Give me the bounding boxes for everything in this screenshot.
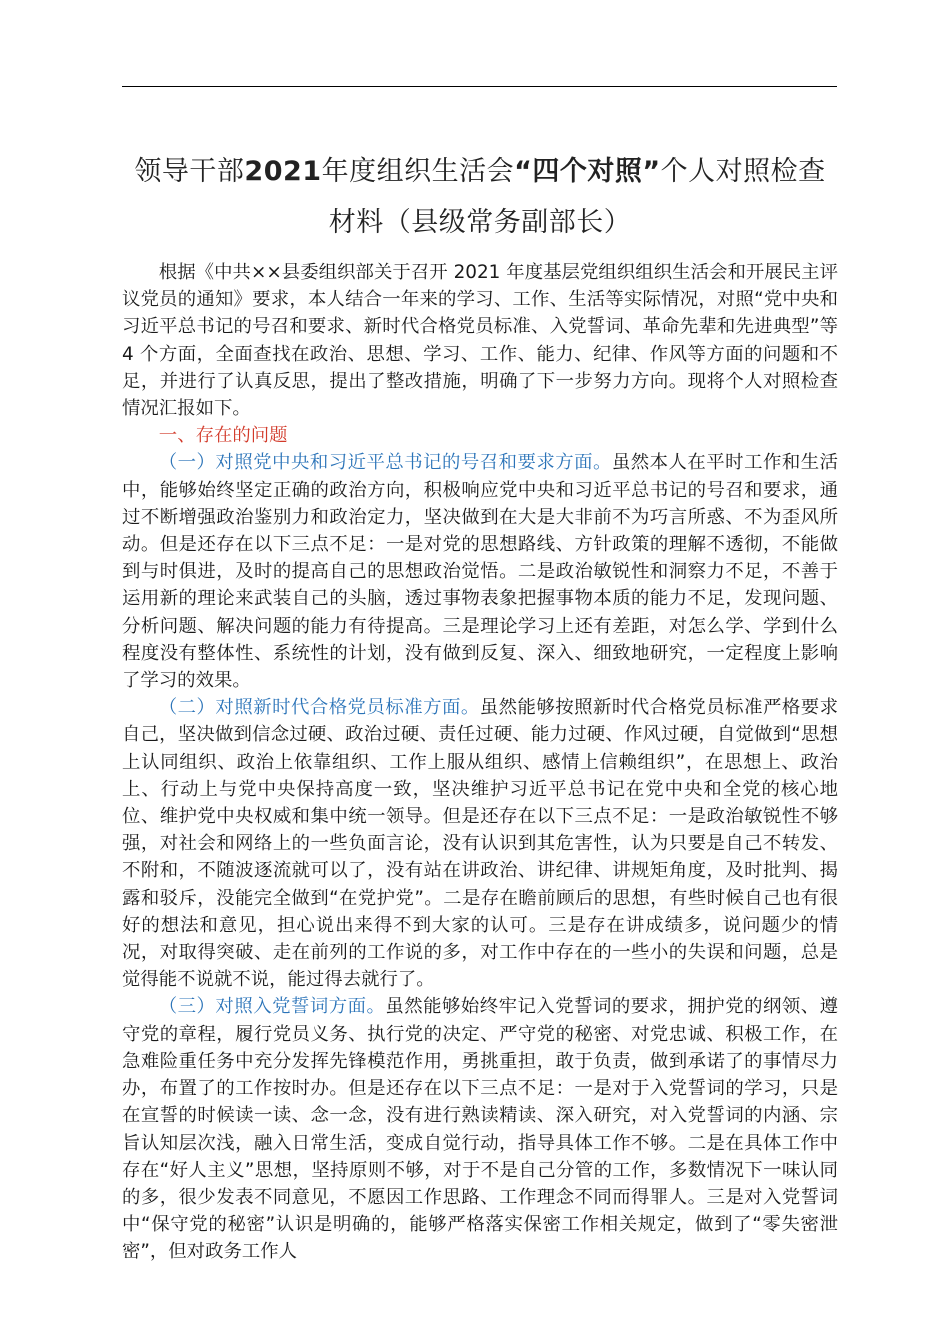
title-quote: “四个对照” xyxy=(514,156,661,187)
subsection-3-text: 虽然能够始终牢记入党誓词的要求，拥护党的纲领、遵守党的章程，履行党员义务、执行党的决定、严守党的秘密、对党忠诚、积极工作，在急难险重任务中充分发挥先锋模范作用，勇挑重担，敢于负责，做到承诺了的事情尽力办，布置了的工作按时办。但是还存在以下三点不足：一是对于入党誓词的学习，只是在宣誓的时候读一读、念一念，没有进行熟读精读、深入研究，对入党誓词的内涵、宗旨认知层次浅，融入日常生活，变成自觉行动，指导具体工作不够。二是在具体工作中存在“好人主义”思想，坚持原则不够，对于不是自己分管的工作，多数情况下一味认同的多，很少发表不同意见，不愿因工作思路、工作理念不同而得罪人。三是对入党誓词中“保守党的秘密”认识是明确的，能够严格落实保密工作相关规定，做到了“零失密泄密”，但对政务工作人 xyxy=(122,996,838,1263)
document-body xyxy=(122,259,838,1266)
intro-paragraph: 根据《中共××县委组织部关于召开 2021 年度基层党组织组织生活会和开展民主评议党员的通知》要求，本人结合一年来的学习、工作、生活等实际情况，对照“党中央和习近平总书记的号召和要求、新时代合格党员标准、入党誓词、革命先辈和先进典型”等 4 个方面，全面查找在政治、思想、学习、工作、能力、纪律、作风等方面的问题和不足，并进行了认真反思，提出了整改措施，明确了下一步努力方向。现将个人对照检查情况汇报如下。 xyxy=(122,262,838,420)
section-heading-problems: 一、存在的问题 xyxy=(158,425,288,447)
title-line-2: 材料（县级常务副部长） xyxy=(328,207,632,238)
subsection-1-text: 虽然本人在平时工作和生活中，能够始终坚定正确的政治方向，积极响应党中央和习近平总书记的号召和要求，通过不断增强政治鉴别力和政治定力，坚决做到在大是大非前不为巧言所惑、不为歪风所动。但是还存在以下三点不足：一是对党的思想路线、方针政策的理解不透彻，不能做到与时俱进，及时的提高自己的思想政治觉悟。二是政治敏锐性和洞察力不足，不善于运用新的理论来武装自己的头脑，透过事物表象把握事物本质的能力不足，发现问题、分析问题、解决问题的能力有待提高。三是理论学习上还有差距，对怎么学、学到什么程度没有整体性、系统性的计划，没有做到反复、深入、细致地研究，一定程度上影响了学习的效果。 xyxy=(122,452,838,692)
subsection-2-paragraph xyxy=(122,694,838,993)
subsection-2-text: 虽然能够按照新时代合格党员标准严格要求自己，坚决做到信念过硬、政治过硬、责任过硬、能力过硬、作风过硬，自觉做到“思想上认同组织、政治上依靠组织、工作上服从组织、感情上信赖组织”，在思想上、政治上、行动上与党中央保持高度一致，坚决维护习近平总书记在党中央和全党的核心地位、维护党中央权威和集中统一领导。但是还存在以下三点不足：一是政治敏锐性不够强，对社会和网络上的一些负面言论，没有认识到其危害性，认为只要是自己不转发、不附和，不随波逐流就可以了，没有站在讲政治、讲纪律、讲规矩角度，及时批判、揭露和驳斥，没能完全做到“在党护党”。二是存在瞻前顾后的思想，有些时候自己也有很好的想法和意见，担心说出来得不到大家的认可。三是存在讲成绩多，说问题少的情况，对取得突破、走在前列的工作说的多，对工作中存在的一些小的失误和问题，总是觉得能不说就不说，能过得去就行了。 xyxy=(122,697,838,991)
title-year: 2021 xyxy=(244,156,322,187)
title-middle: 年度组织生活会 xyxy=(321,156,515,187)
subsection-1-heading: （一）对照党中央和习近平总书记的号召和要求方面。 xyxy=(158,452,612,474)
subsection-1-paragraph xyxy=(122,449,838,694)
title-prefix: 领导干部 xyxy=(134,156,245,187)
subsection-3-paragraph xyxy=(122,993,838,1265)
title-line-1 xyxy=(110,146,850,197)
subsection-3-heading: （三）对照入党誓词方面。 xyxy=(158,996,386,1018)
subsection-2-heading: （二）对照新时代合格党员标准方面。 xyxy=(158,697,480,719)
header-rule xyxy=(122,86,837,87)
document-title xyxy=(110,146,850,248)
title-suffix: 个人对照检查 xyxy=(660,156,826,187)
